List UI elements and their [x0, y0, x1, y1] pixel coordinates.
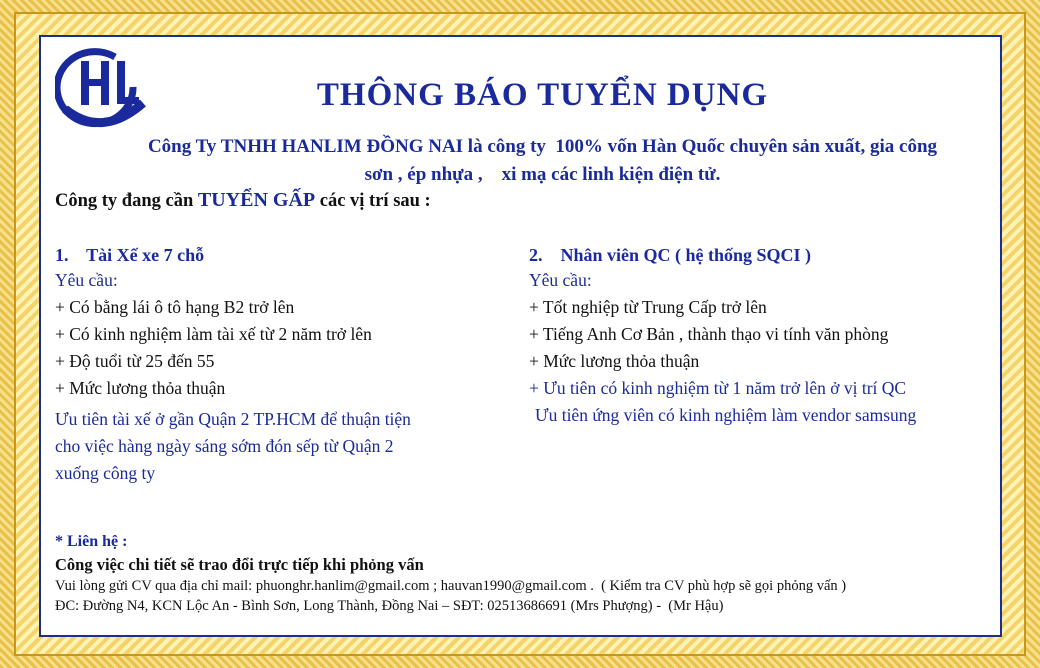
- requirement-item: + Có kinh nghiệm làm tài xế từ 2 năm trở lên: [55, 324, 372, 344]
- contact-address-line: ĐC: Đường N4, KCN Lộc An - Bình Sơn, Long Thành, Đồng Nai – SĐT: 02513686691 (Mrs Phượng) - (Mr Hậu): [55, 598, 724, 614]
- priority-line: Ưu tiên tài xế ở gần Quận 2 TP.HCM để thuận tiện: [55, 409, 411, 429]
- job-qc-req-label: Yêu cầu:: [529, 270, 592, 290]
- requirement-item: + Tốt nghiệp từ Trung Cấp trở lên: [529, 297, 767, 317]
- hiring-heading: [55, 189, 431, 212]
- priority-line: xuống công ty: [55, 463, 156, 483]
- job-driver-requirements: [55, 294, 515, 402]
- hiring-suffix: các vị trí sau :: [315, 191, 431, 211]
- notice-panel: [39, 35, 1002, 637]
- requirement-item: + Mức lương thỏa thuận: [529, 351, 700, 371]
- contact-label: * Liên hệ :: [55, 533, 128, 550]
- requirement-item: + Có bằng lái ô tô hạng B2 trở lên: [55, 297, 295, 317]
- contact-section: [55, 533, 995, 615]
- hiring-prefix: Công ty đang cần: [55, 191, 198, 211]
- hiring-highlight: TUYỂN GẤP: [197, 189, 316, 211]
- job-driver-req-label: Yêu cầu:: [55, 270, 118, 290]
- job-driver-priority: [55, 406, 515, 487]
- priority-line: cho việc hàng ngày sáng sớm đón sếp từ Quận 2: [55, 436, 394, 456]
- intro-line-2: sơn , ép nhựa , xi mạ các linh kiện điện tử.: [364, 164, 721, 185]
- page-title: THÔNG BÁO TUYỂN DỤNG: [316, 77, 769, 113]
- job-qc-title: 2. Nhân viên QC ( hệ thống SQCI ): [529, 245, 812, 265]
- requirement-item: + Mức lương thỏa thuận: [55, 378, 226, 398]
- job-driver-title: 1. Tài Xế xe 7 chỗ: [55, 245, 205, 265]
- job-qc-requirements: [529, 294, 999, 402]
- requirement-item: + Tiếng Anh Cơ Bản , thành thạo vi tính văn phòng: [529, 324, 889, 344]
- intro-line-1: Công Ty TNHH HANLIM ĐỒNG NAI là công ty 100% vốn Hàn Quốc chuyên sản xuất, gia công: [147, 136, 938, 157]
- job-qc-priority: Ưu tiên ứng viên có kinh nghiệm làm vendor samsung: [535, 405, 917, 425]
- job-driver: [55, 245, 515, 487]
- requirement-item: + Ưu tiên có kinh nghiệm từ 1 năm trở lên ở vị trí QC: [529, 378, 907, 398]
- requirement-item: + Độ tuổi từ 25 đến 55: [55, 351, 215, 371]
- job-qc: [529, 245, 999, 429]
- company-intro: [41, 133, 1004, 189]
- contact-email-line: Vui lòng gửi CV qua địa chỉ mail: phuonghr.hanlim@gmail.com ; hauvan1990@gmail.com . ( Kiểm tra CV phù hợp sẽ gọi phỏng vấn ): [55, 578, 847, 594]
- contact-note: Công việc chi tiết sẽ trao đổi trực tiếp khi phỏng vấn: [55, 555, 424, 574]
